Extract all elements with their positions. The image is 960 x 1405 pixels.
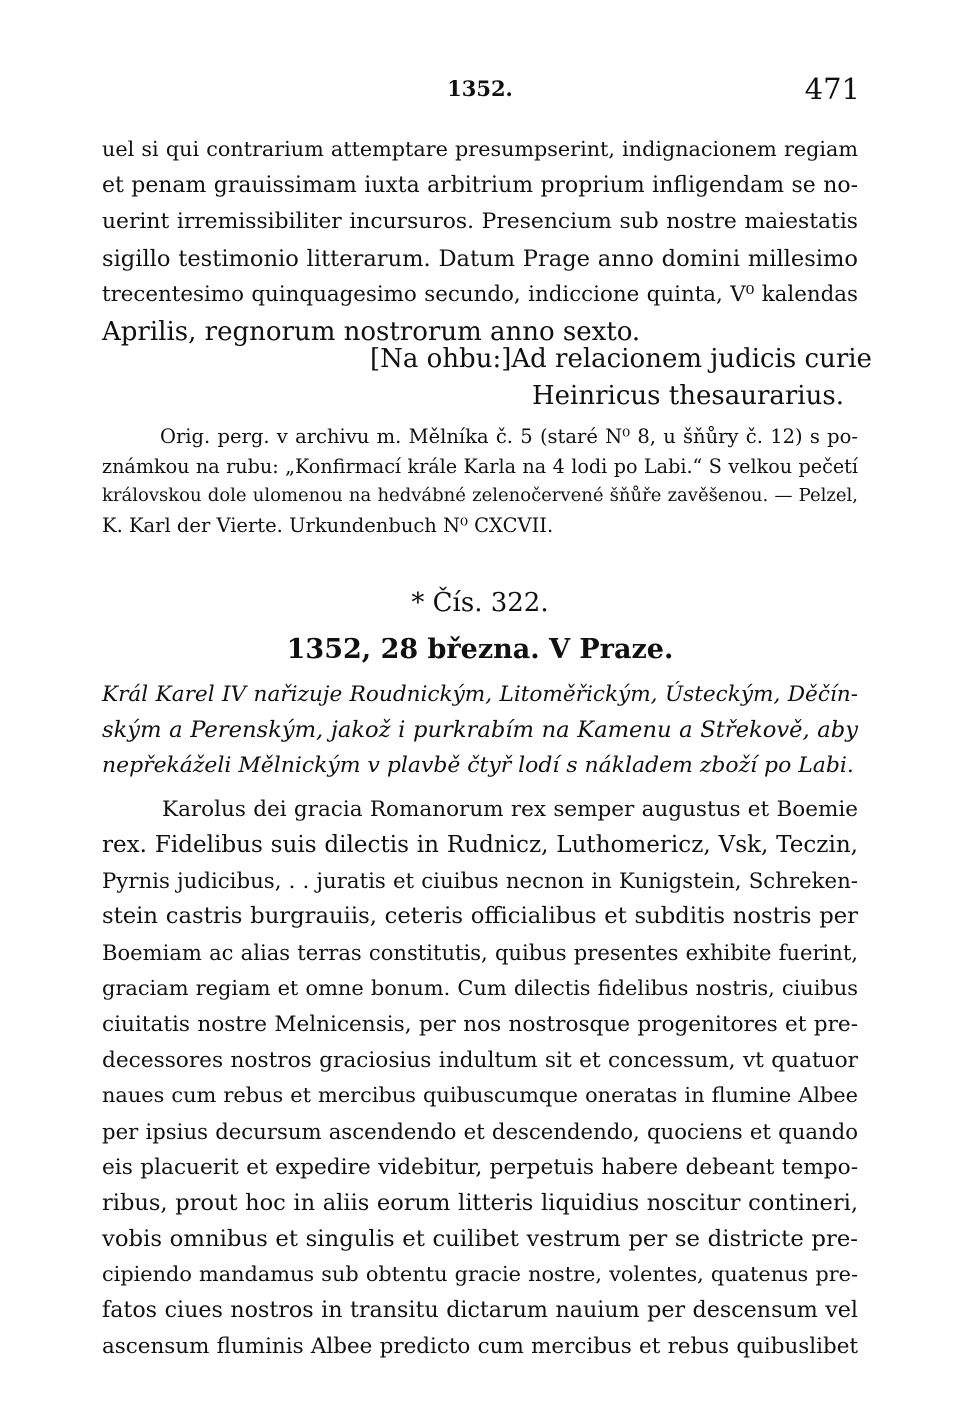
charter-line: ciuitatis nostre Melnicensis, per nos nostrosque progenitores et pre- — [102, 1011, 858, 1037]
charter-line: stein castris burgrauiis, ceteris officialibus et subditis nostris per — [102, 903, 858, 930]
page-number: 471 — [804, 72, 860, 106]
note-line: královskou dole ulomenou na hedvábné zelenočervené šňůře zavěšenou. — Pelzel, — [102, 485, 858, 506]
charter-text — [102, 792, 858, 1365]
text-line: et penam grauissimam iuxta arbitrium proprium infligendam se no- — [102, 172, 858, 198]
text-line: sigillo testimonio litterarum. Datum Prage anno domini millesimo — [102, 245, 858, 272]
regest-line: nepřekáželi Mělnickým v plavbě čtyř lodí s nákladem zboží po Labi. — [102, 753, 854, 778]
charter-line: cipiendo mandamus sub obtentu gracie nostre, volentes, quatenus pre- — [102, 1262, 858, 1287]
signature-line-1: Ad relacionem judicis curie — [511, 344, 872, 374]
text-line: trecentesimo quinquagesimo secundo, indiccione quinta, V⁰ kalendas — [102, 282, 858, 307]
charter-line: fatos ciues nostros in transitu dictarum nauium per descensum vel — [102, 1297, 858, 1324]
charter-line: per ipsius decursum ascendendo et descendendo, quociens et quando — [102, 1119, 858, 1145]
regest-line: ským a Perenským, jakož i purkrabím na Kamenu a Střekově, aby — [102, 716, 858, 743]
text-line: uel si qui contrarium attemptare presumpserint, indignacionem regiam — [102, 137, 858, 161]
dateline: 1352, 28 března. V Praze. — [286, 634, 674, 665]
note-line: K. Karl der Vierte. Urkundenbuch N⁰ CXCVII. — [102, 513, 554, 537]
charter-line: Karolus dei gracia Romanorum rex semper augustus et Boemie — [162, 797, 858, 822]
charter-line: ribus, prout hoc in aliis eorum litteris liquidius noscitur contineri, — [102, 1189, 858, 1216]
source-note — [102, 422, 858, 540]
note-line: známkou na rubu: „Konfirmací krále Karla na 4 lodi po Labi.“ S velkou pečetí — [102, 454, 858, 478]
charter-line: decessores nostros graciosius indultum sit et concessum, vt quatuor — [102, 1047, 858, 1073]
signature-block — [370, 341, 872, 414]
charter-line: eis placuerit et expedire videbitur, perpetuis habere debeant tempo- — [102, 1154, 858, 1180]
charter-line: rex. Fidelibus suis dilectis in Rudnicz, Luthomericz, Vsk, Teczin, — [102, 831, 858, 858]
charter-line: Pyrnis judicibus, . . juratis et ciuibus necnon in Kunigstein, Schreken- — [102, 868, 858, 894]
regest — [102, 677, 858, 784]
document-number: * Čís. 322. — [411, 588, 549, 618]
verso-note-marker: [Na ohbu:] — [370, 344, 512, 374]
closing-paragraph — [102, 131, 858, 350]
text-line: uerint irremissibiliter incursuros. Presencium sub nostre maiestatis — [102, 209, 858, 234]
charter-line: naues cum rebus et mercibus quibuscumque oneratas in flumine Albee — [102, 1083, 858, 1108]
text-line: Aprilis, regnorum nostrorum anno sexto. — [102, 316, 641, 347]
regest-line: Král Karel IV nařizuje Roudnickým, Litoměřickým, Ústeckým, Děčín- — [102, 682, 858, 707]
running-header — [100, 72, 860, 108]
charter-line: ascensum fluminis Albee predicto cum mercibus et rebus quibuslibet — [102, 1333, 858, 1359]
header-year: 1352. — [447, 76, 513, 101]
charter-line: vobis omnibus et singulis et cuilibet vestrum per se districte pre- — [102, 1225, 858, 1252]
note-line: Orig. perg. v archivu m. Mělníka č. 5 (staré N⁰ 8, u šňůry č. 12) s po- — [160, 425, 858, 448]
signature-line-2: Heinricus thesaurarius. — [532, 380, 844, 411]
charter-line: graciam regiam et omne bonum. Cum dilectis fidelibus nostris, ciuibus — [102, 975, 858, 1000]
charter-line: Boemiam ac alias terras constitutis, quibus presentes exhibite fuerint, — [102, 940, 858, 966]
